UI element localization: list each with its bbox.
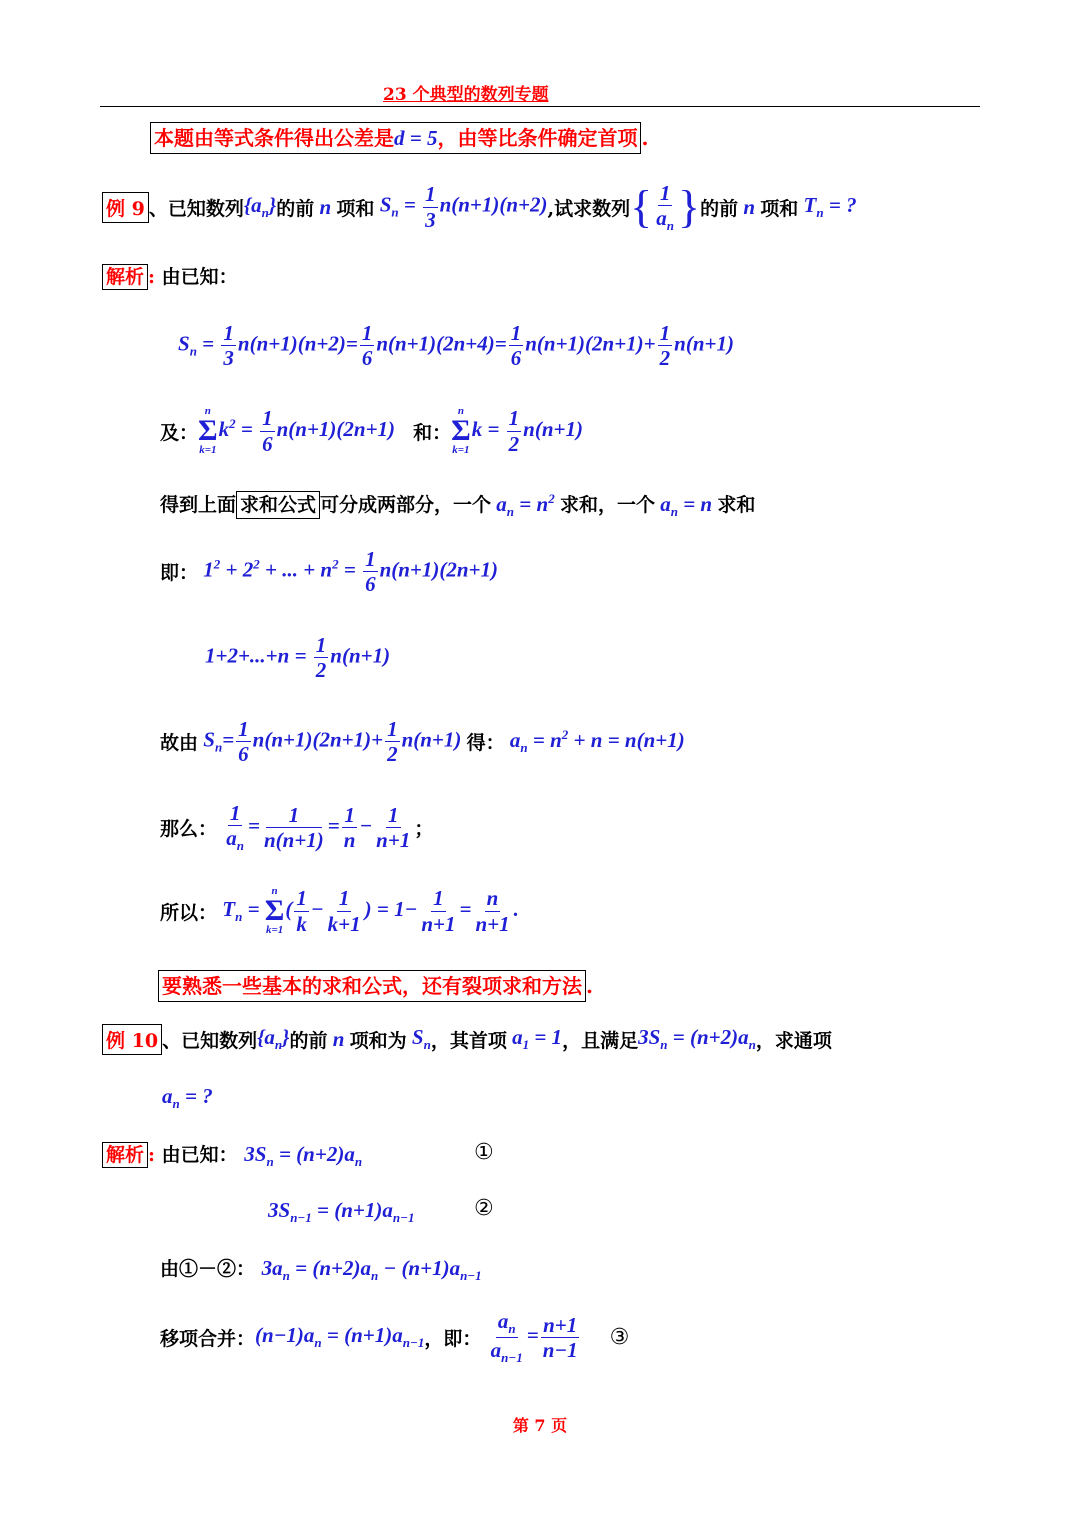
solution-10-eq1: 解析 : 由已知： $3S_n = (n+2)a_n$	[102, 1140, 362, 1170]
example-10-tag: 例 10	[102, 1024, 162, 1055]
solution-10-subtract: 由①－②： $3a_n = (n+2)a_n - (n+1)a_{n-1}$	[160, 1256, 482, 1284]
solution-10-eq2: $3S_{n-1} = (n+1)a_{n-1}$	[268, 1198, 415, 1226]
sum-of-squares-formula: n Σ k=1 $k^2$ = $\frac{1}{6}$ n(n+1)(2n+1)	[198, 405, 396, 456]
solution-10-tag: 解析	[102, 1142, 148, 1168]
solution-9-linear-sum: 1+2+...+n = $\frac{1}{2}$ n(n+1)	[205, 633, 391, 683]
example-9-tn: $T_n$ = ?	[798, 192, 857, 221]
example-9-recip-seq: { $\frac{1}{a_n}$ }	[630, 180, 701, 233]
sum-of-k-formula: n Σ k=1 k = $\frac{1}{2}$ n(n+1)	[451, 405, 583, 456]
example-9-seq: $\{a_n\}$	[243, 192, 277, 221]
example-9-text-c: 项和	[336, 197, 375, 220]
example-9-tag: 例 9	[102, 192, 149, 223]
example-9-sn-formula: $S_n$ = $\frac{1}{3}$ n(n+1)(n+2)	[374, 182, 548, 232]
header-rule	[100, 106, 980, 107]
solution-9-intro: 由已知：	[161, 266, 238, 288]
page-footer: 第 7 页	[512, 1416, 568, 1435]
page-header-title: 23 个典型的数列专题	[383, 85, 549, 105]
solution-10-ratio: 移项合并： $(n-1)a_n = (n+1)a_{n-1}$ ，即： $\frac{a_n}{a_{n-1}}$ = $\frac{n+1}{n-1}$ ③	[160, 1309, 630, 1366]
solution-9-sn-expansion: $S_n$ = $\frac{1}{3}$ n(n+1)(n+2)= $\frac{1}{6}$ n(n+1)(2n+4)= $\frac{1}{6}$ n(n+1)(2n+1)+ $\frac{1}{2}$ n(n+1)	[178, 321, 734, 371]
example-9-text-d: ,试求数列	[547, 197, 631, 220]
solution-9-tag: 解析	[102, 264, 148, 290]
circle-2: ②	[474, 1196, 494, 1221]
solution-9-and: 和：	[413, 421, 452, 444]
circle-3: ③	[609, 1324, 630, 1350]
note-2-box: 要熟悉一些基本的求和公式，还有裂项求和方法	[158, 970, 586, 1002]
solution-9-partial-fraction: 那么： $\frac{1}{a_n}$ = $\frac{1}{n(n+1)}$ = $\frac{1}{n}$ − $\frac{1}{n+1}$ ；	[160, 801, 434, 854]
example-9-n: n	[314, 194, 337, 219]
solution-9-an-result: 故由 $S_n=$ $\frac{1}{6}$ n(n+1)(2n+1)+ $\frac{1}{2}$ n(n+1) 得： $a_n = n^2 + n = n(n+1)$	[160, 717, 685, 767]
solution-9-split-line: 得到上面 求和公式 可分成两部分，一个 $a_n = n^2$ 求和，一个 $a_n = n$ 求和	[160, 491, 756, 520]
example-9-text-a: 、已知数列	[148, 197, 244, 220]
example-9-n2: n	[738, 194, 761, 219]
note-1-tail: ，由等比条件确定首项	[437, 126, 638, 150]
example-9-text-b: 的前	[276, 197, 315, 220]
note-1-box	[150, 122, 641, 154]
solution-9-squares-sum: 即： $1^2 + 2^2$ + ... + $n^2$ = $\frac{1}{6}$ n(n+1)(2n+1)	[160, 547, 499, 597]
solution-9-tn-result: 所以： $T_n$ = n Σ k=1 ( $\frac{1}{k}$ − $\frac{1}{k+1}$ ) = 1− $\frac{1}{n+1}$ = $\frac{n}{n+1}$ .	[160, 885, 519, 936]
example-9-text-e: 的前	[700, 197, 739, 220]
example-9-text-f: 项和	[760, 197, 799, 220]
example-10-question: $a_n$ = ?	[162, 1084, 213, 1112]
note-1-text: 本题由等式条件得出公差是	[154, 126, 394, 150]
note-2: 要熟悉一些基本的求和公式，还有裂项求和方法 .	[158, 970, 593, 999]
solution-9-label: 解析 : 由已知：	[102, 262, 238, 289]
example-10: 例 10 、已知数列 $\{a_n\}$ 的前 n 项和为 $S_n$ ，其首项 $a_1 = 1$ ，且满足 $3S_n = (n+2)a_n$ ，求通项	[102, 1024, 832, 1055]
note-1-math: d = 5	[394, 126, 438, 150]
circle-1: ①	[474, 1140, 494, 1165]
solution-9-sum-formulas	[160, 406, 583, 456]
example-9	[102, 174, 857, 240]
sum-formula-box: 求和公式	[236, 491, 320, 519]
note-1: 本题由等式条件得出公差是d = 5，由等比条件确定首项 .	[150, 122, 648, 151]
solution-9-also: 及：	[160, 421, 199, 444]
